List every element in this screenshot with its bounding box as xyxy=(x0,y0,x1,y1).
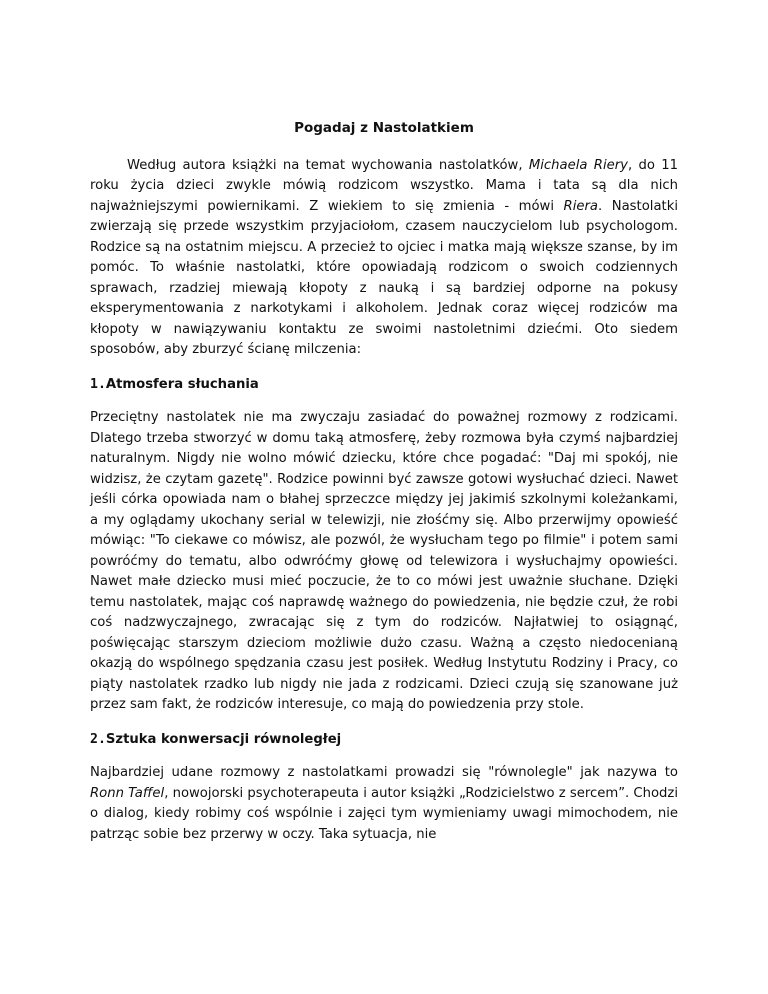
section-2-text-2: , nowojorski psychoterapeuta i autor książki „Rodzicielstwo z sercem”. Chodzi o dialog, kiedy robimy coś wspólnie i zajęci tym wymieniamy uwagi mimochodem, nie patrząc sobie bez przerwy w oczy. Taka sytuacja, nie xyxy=(90,785,679,842)
intro-text-3: . Nastolatki zwierzają się przede wszystkim przyjaciołom, czasem nauczycielom lub psychologom. Rodzice są na ostatnim miejscu. A przecież to ojciec i matka mają większe szanse, by im pomóc. To właśnie nastolatki, które opowiadają rodzicom o swoich codziennych sprawach, rzadziej miewają kłopoty z nauką i są bardziej odporne na pokusy eksperymentowania z narkotykami i alkoholem. Jednak coraz więcej rodziców ma kłopoty w nawiązywaniu kontaktu ze swoimi nastoletnimi dziećmi. Oto siedem sposobów, aby zburzyć ścianę milczenia: xyxy=(90,198,678,357)
section-body-1: Przeciętny nastolatek nie ma zwyczaju zasiadać do poważnej rozmowy z rodzicami. Dlatego trzeba stworzyć w domu taką atmosferę, żeby rozmowa była czymś najbardziej naturalnym. Nigdy nie wolno mówić dziecku, które chce pogadać: "Daj mi spokój, nie widzisz, że czytam gazetę". Rodzice powinni być zawsze gotowi wysłuchać dzieci. Nawet jeśli córka opowiada nam o błahej sprzeczce między jej jakimiś szkolnymi koleżankami, a my oglądamy ukochany serial w telewizji, nie złośćmy się. Albo przerwijmy opowieść mówiąc: "To ciekawe co mówisz, ale pozwól, że wysłucham tego po filmie" i potem sami powróćmy do tematu, albo odwróćmy głowę od telewizora i wysłuchajmy opowieści. Nawet małe dziecko musi mieć poczucie, że to co mówi jest uważnie słuchane. Dzięki temu nastolatek, mając coś naprawdę ważnego do powiedzenia, nie będzie czuł, że robi coś nadzwyczajnego, zwracając się z tym do rodziców. Najłatwiej to osiągnąć, poświęcając starszym dzieciom możliwie dużo czasu. Ważną a często niedocenianą okazją do wspólnego spędzania czasu jest posiłek. Według Instytutu Rodziny i Pracy, co piąty nastolatek rzadko lub nigdy nie jada z rodzicami. Dzieci czują się szanowane już przez sam fakt, że rodziców interesuje, co mają do powiedzenia przy stole. xyxy=(90,410,678,712)
intro-text-2: , do 11 roku życia dzieci zwykle mówią rodzicom wszystko. Mama i tata są dla nich najważniejszymi powiernikami. Z wiekiem to się zmienia - mówi xyxy=(90,157,679,214)
author-name: Michaela Riery xyxy=(528,157,628,173)
section-heading-2 xyxy=(90,730,678,751)
section-title-1: Atmosfera słuchania xyxy=(105,376,259,392)
document-title: Pogadaj z Nastolatkiem xyxy=(294,120,474,136)
section-heading-1 xyxy=(90,375,678,396)
section-number-1: 1. xyxy=(90,376,106,392)
section-body-2 xyxy=(90,763,678,845)
section-2-text-1: Najbardziej udane rozmowy z nastolatkami prowadzi się "równolegle" jak nazywa to xyxy=(90,765,678,780)
section-title-2: Sztuka konwersacji równoległej xyxy=(105,731,342,747)
section-2-author: Ronn Taffel xyxy=(90,785,165,801)
author-name-short: Riera xyxy=(563,198,598,214)
intro-paragraph xyxy=(90,156,678,361)
section-number-2: 2. xyxy=(90,731,106,747)
intro-text-1: Według autora książki na temat wychowania nastolatków, xyxy=(127,157,529,173)
document-page xyxy=(90,118,678,845)
